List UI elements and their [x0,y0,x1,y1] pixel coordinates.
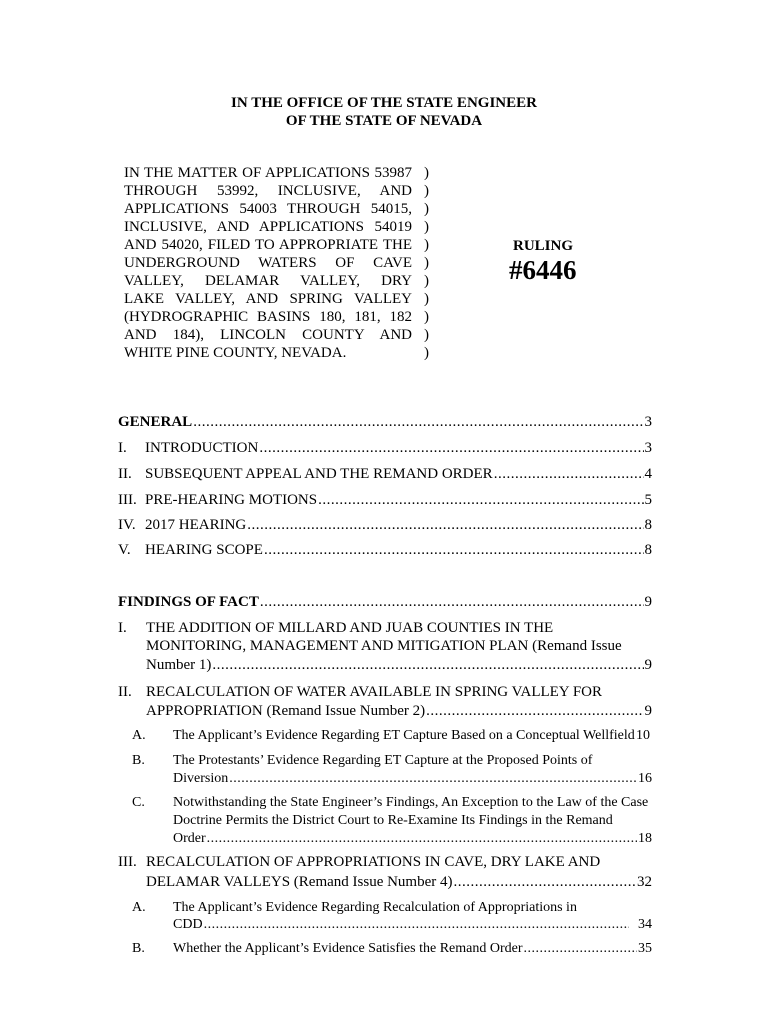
toc-general[interactable] [118,414,652,431]
toc-leader [524,940,637,957]
toc-leader [260,594,644,611]
ruling-number: #6446 [509,255,577,285]
toc-findings-of-fact[interactable] [118,594,652,611]
caption-line: AND 54020, FILED TO APPROPRIATE THE [124,237,412,253]
toc-title: Diversion [173,771,229,786]
toc-page: 9 [644,657,652,673]
paren: ) [424,291,429,307]
toc-page: 35 [638,941,652,956]
toc-page: 9 [644,703,652,719]
toc-number: B. [132,753,145,768]
toc-number: C. [132,795,145,810]
toc-number: A. [132,900,146,915]
toc-item-et-capture-wellfield[interactable]: The Applicant’s Evidence Regarding ET Capture Based on a Conceptual Wellfield [173,728,635,743]
paren: ) [424,219,429,235]
toc-title: DELAMAR VALLEYS (Remand Issue Number 4) [146,874,453,890]
toc-number: I. [118,620,127,636]
toc-item-protestants-evidence[interactable] [173,770,652,787]
toc-title-line[interactable]: Doctrine Permits the District Court to Re-Examine Its Findings in the Remand [173,813,613,828]
toc-leader [193,414,643,431]
paren: ) [424,201,429,217]
caption-line: INCLUSIVE, AND APPLICATIONS 54019 [124,219,412,235]
toc-number: IV. [118,517,136,533]
ruling-label: RULING [513,238,574,254]
paren: ) [424,273,429,289]
toc-leader [207,830,637,847]
toc-page: 32 [637,874,652,890]
toc-item-recalculation-cdd[interactable] [173,916,652,933]
toc-item-2017-hearing[interactable] [118,517,652,534]
toc-title: Number 1) [146,657,212,673]
paren: ) [424,255,429,271]
toc-page: 8 [644,542,652,558]
caption-line: THROUGH 53992, INCLUSIVE, AND [124,183,412,199]
toc-item-millard-juab[interactable] [146,657,652,674]
toc-page: 4 [644,466,652,482]
toc-title: GENERAL [118,414,193,430]
state-heading: OF THE STATE OF NEVADA [285,113,483,129]
toc-number: I. [118,440,127,456]
toc-page: 3 [644,414,652,430]
caption-line: IN THE MATTER OF APPLICATIONS 53987 [124,165,412,181]
caption-line: VALLEY, DELAMAR VALLEY, DRY [124,273,412,289]
toc-leader [247,517,643,534]
toc-number: II. [118,466,132,482]
toc-title: SUBSEQUENT APPEAL AND THE REMAND ORDER [145,466,493,482]
toc-item-pre-hearing-motions[interactable] [118,492,652,509]
toc-item-cave-dry-lake-delamar[interactable] [146,874,652,891]
toc-page: 9 [644,594,652,610]
toc-number: V. [118,542,131,558]
toc-leader [318,492,643,509]
toc-title-line[interactable]: RECALCULATION OF WATER AVAILABLE IN SPRING VALLEY FOR [146,684,603,700]
toc-page: 8 [644,517,652,533]
toc-item-remand-order-satisfied[interactable] [132,940,652,957]
toc-item-introduction[interactable] [118,440,652,457]
toc-leader [204,916,629,933]
toc-title-line[interactable]: The Protestants’ Evidence Regarding ET Capture at the Proposed Points of [173,753,593,768]
toc-title: APPROPRIATION (Remand Issue Number 2) [146,703,426,719]
toc-leader [426,703,643,720]
toc-title-line[interactable]: Notwithstanding the State Engineer’s Findings, An Exception to the Law of the Case [173,795,649,810]
toc-number: B. [132,941,145,956]
caption-line: UNDERGROUND WATERS OF CAVE [124,255,412,271]
toc-number: III. [118,492,137,508]
caption-paren-column [424,164,434,362]
caption-line: APPLICATIONS 54003 THROUGH 54015, [124,201,412,217]
caption-line: WHITE PINE COUNTY, NEVADA. [124,345,347,361]
toc-title: 2017 HEARING [145,517,247,533]
toc-page: 10 [636,728,650,743]
toc-title-line[interactable]: The Applicant’s Evidence Regarding Recalculation of Appropriations in [173,900,577,915]
toc-title-line[interactable]: RECALCULATION OF APPROPRIATIONS IN CAVE, DRY LAKE AND [146,854,601,870]
toc-number: III. [118,854,137,870]
toc-page: 34 [638,917,652,932]
caption-line: AND 184), LINCOLN COUNTY AND [124,327,412,343]
caption-line: LAKE VALLEY, AND SPRING VALLEY [124,291,412,307]
toc-leader [212,657,643,674]
toc-number: II. [118,684,132,700]
paren: ) [424,165,429,181]
toc-title: Order [173,831,206,846]
toc-item-spring-valley[interactable] [146,703,652,720]
toc-item-subsequent-appeal[interactable] [118,466,652,483]
toc-leader [494,466,644,483]
toc-title: Whether the Applicant’s Evidence Satisfies the Remand Order [173,941,523,956]
toc-title: CDD [173,917,203,932]
toc-page: 16 [638,771,652,786]
toc-page: 5 [644,492,652,508]
toc-leader [264,542,644,559]
toc-item-hearing-scope[interactable] [118,542,652,559]
paren: ) [424,237,429,253]
toc-leader [454,874,637,891]
toc-item-law-of-the-case[interactable] [173,830,652,847]
toc-number: A. [132,728,146,743]
toc-title-line[interactable]: MONITORING, MANAGEMENT AND MITIGATION PLAN (Remand Issue [146,638,622,654]
toc-title: PRE-HEARING MOTIONS [145,492,318,508]
case-caption [124,164,412,362]
toc-title: FINDINGS OF FACT [118,594,259,610]
toc-leader [229,770,637,787]
toc-title: HEARING SCOPE [145,542,263,558]
paren: ) [424,327,429,343]
paren: ) [424,309,429,325]
toc-page: 18 [638,831,652,846]
toc-title: INTRODUCTION [145,440,259,456]
toc-title-line[interactable]: THE ADDITION OF MILLARD AND JUAB COUNTIES IN THE [146,620,554,636]
toc-leader [259,440,643,457]
caption-line: (HYDROGRAPHIC BASINS 180, 181, 182 [124,309,412,325]
paren: ) [424,345,429,361]
paren: ) [424,183,429,199]
toc-page: 3 [644,440,652,456]
office-heading: IN THE OFFICE OF THE STATE ENGINEER [231,95,537,111]
